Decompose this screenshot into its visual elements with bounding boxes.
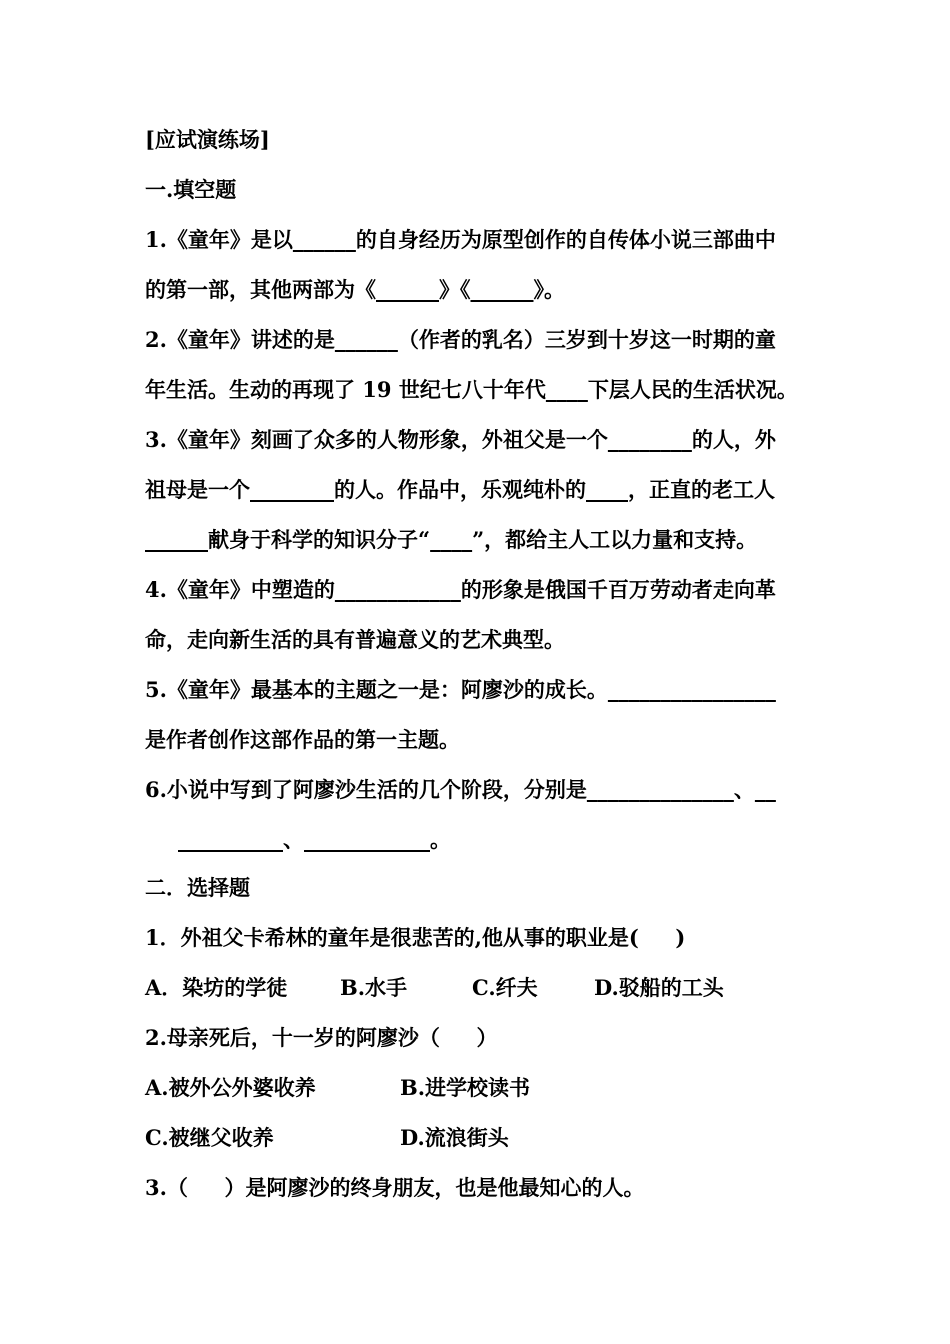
part1-title: 一.填空题 — [145, 177, 237, 202]
q2-option-c: C.被继父收养 — [145, 1125, 274, 1150]
q2-option-a: A.被外公外婆收养 — [145, 1075, 316, 1100]
fill-line: 的第一部，其他两部为《______》《______》。 — [145, 277, 565, 302]
fill-line: 年生活。生动的再现了 19 世纪七八十年代____下层人民的生活状况。 — [145, 377, 798, 402]
q2-option-d: D.流浪街头 — [400, 1125, 509, 1150]
fill-line: 3.《童年》刻画了众多的人物形象，外祖父是一个________的人，外 — [145, 427, 776, 452]
fill-line: ______献身于科学的知识分子“____”，都给主人工以力量和支持。 — [145, 527, 758, 552]
fill-line: 2.《童年》讲述的是______（作者的乳名）三岁到十岁这一时期的童 — [145, 327, 776, 352]
q1-option-d: D.驳船的工头 — [594, 975, 724, 1000]
fill-line: 祖母是一个________的人。作品中，乐观纯朴的____，正直的老工人 — [145, 477, 775, 502]
fill-line: 4.《童年》中塑造的____________的形象是俄国千百万劳动者走向革 — [145, 577, 776, 602]
fill-line: 是作者创作这部作品的第一主题。 — [145, 727, 460, 752]
question-2: 2.母亲死后，十一岁的阿廖沙（ ） — [145, 1025, 498, 1050]
fill-line: 1.《童年》是以______的自身经历为原型创作的自传体小说三部曲中 — [145, 227, 776, 252]
fill-line: 6.小说中写到了阿廖沙生活的几个阶段，分别是______________、__ — [145, 777, 776, 802]
fill-line: 命，走向新生活的具有普遍意义的艺术典型。 — [145, 627, 565, 652]
q1-option-b: B.水手 — [340, 975, 408, 1000]
q2-option-b: B.进学校读书 — [400, 1075, 531, 1100]
q1-option-c: C.纤夫 — [472, 975, 538, 1000]
fill-line: 5.《童年》最基本的主题之一是：阿廖沙的成长。________________ — [145, 677, 776, 702]
q1-option-a: A．染坊的学徒 — [145, 975, 288, 1000]
question-3: 3.（ ）是阿廖沙的终身朋友，也是他最知心的人。 — [145, 1175, 645, 1200]
fill-line: __________、____________。 — [178, 827, 451, 852]
question-1: 1．外祖父卡希林的童年是很悲苦的,他从事的职业是( ) — [145, 925, 686, 950]
part2-title: 二．选择题 — [145, 875, 250, 900]
section-header: [应试演练场] — [145, 127, 270, 152]
